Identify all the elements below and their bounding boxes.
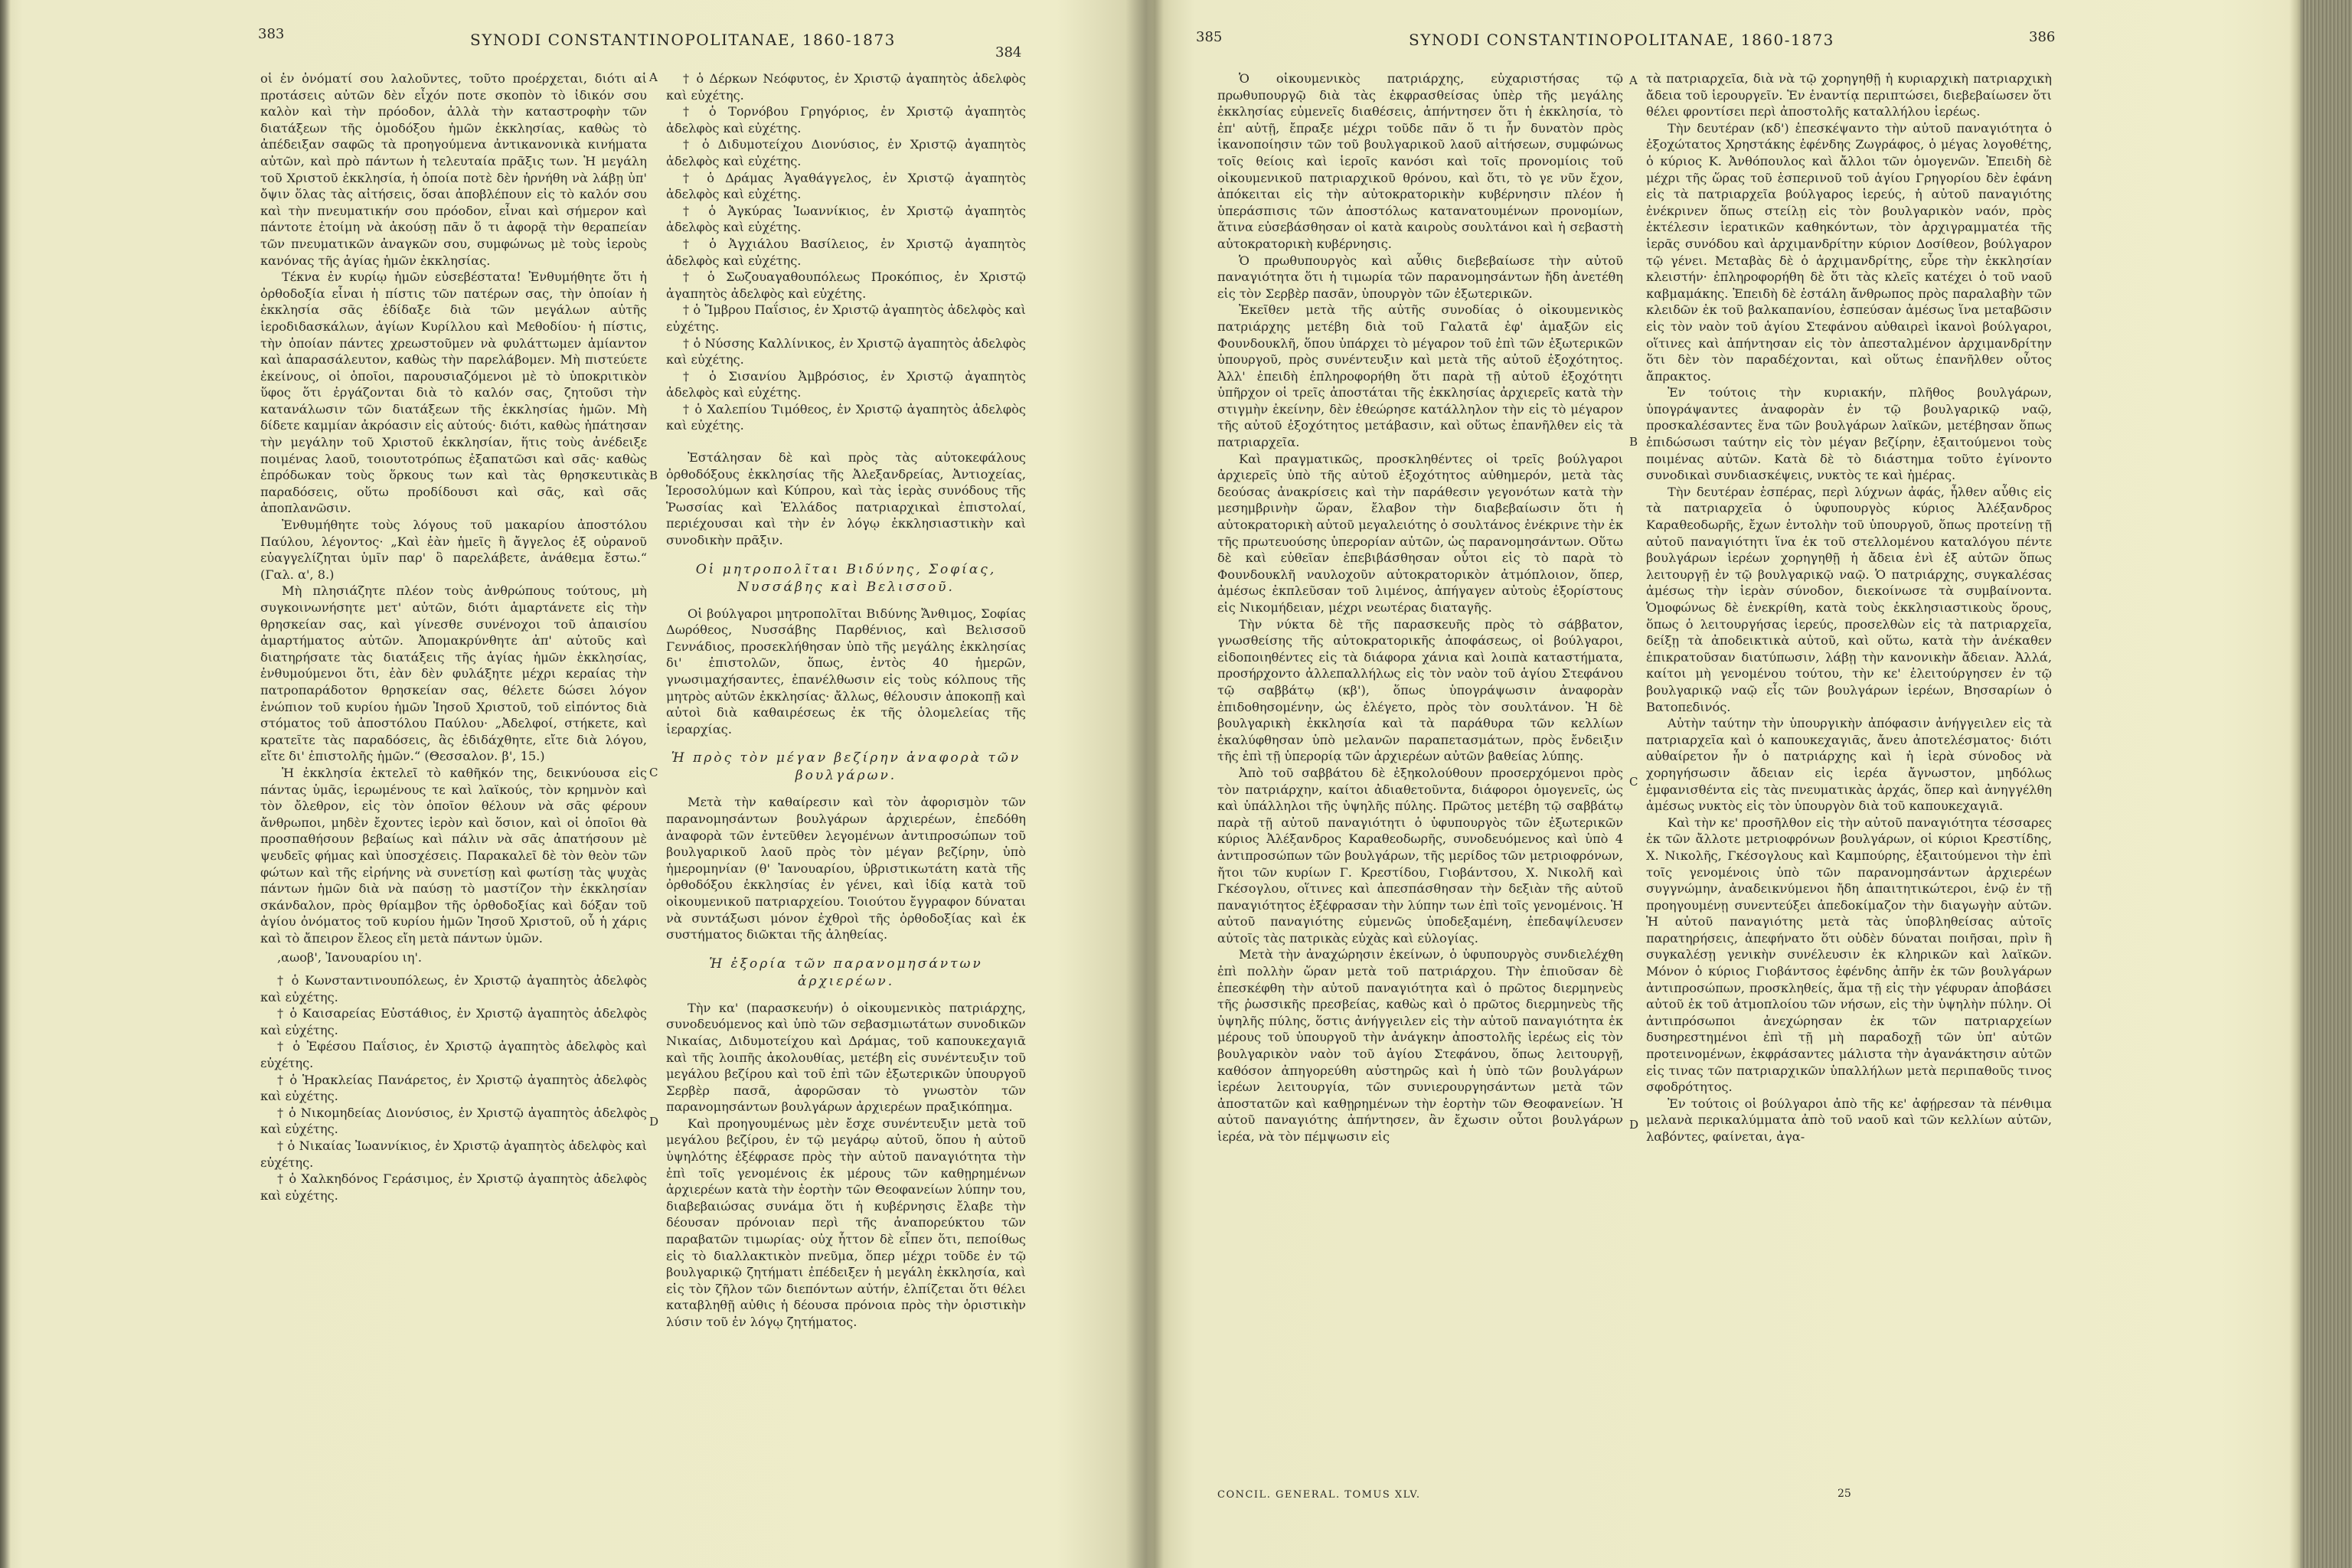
running-title-left: SYNODI CONSTANTINOPOLITANAE, 1860-1873 — [470, 31, 896, 49]
margin-mark-a-right: A — [1629, 74, 1638, 87]
paragraph: Τὴν δευτέραν (κδ') ἐπεσκέψαντο τὴν αὐτοῦ παναγιότητα ὁ ἐξοχώτατος Χρηστάκης ἐφένδης Ζωγράφος, ὁ μέγας λογοθέτης, ὁ κύριος Κ. Ἀνθόπουλος καὶ ἄλλοι τῶν ὁμογενῶν. Ἐπειδὴ δὲ μέχρι τῆς ὥρας τοῦ ἑσπερινοῦ τοῦ ἁγίου Γρηγορίου δὲν ἐφάνη εἰς τὰ πατριαρχεῖα βούλγαρος ἱερεύς, ἡ αὐτοῦ παναγιότης ἐνέκρινεν ὅπως στείλῃ εἰς τὸν βουλγαρικὸν ναόν, πρὸς ἐκτέλεσιν ἱερατικῶν καθηκόντων, τὸν ἀρχιγραμματέα τῆς ἱερᾶς συνόδου καὶ ἀρχιμανδρίτην κύριον Δοσίθεον, βούλγαρον τῷ γένει. Μεταβὰς δὲ ὁ ἀρχιμανδρίτης, εὗρε τὴν ἐκκλησίαν κλειστήν· ἐπληροφορήθη δὲ ὅτι τὰς κλεῖς κατέχει ὁ τοῦ ναοῦ καβμαμάκης. Ἐπειδὴ δὲ ἐστάλη ἄνθρωπος πρὸς παραλαβὴν τῶν κλειδῶν ἐκ τοῦ βαλκαπανίου, ἐσπεύσαν ἀμέσως ἵνα μεταβῶσιν εἰς τὸν ναὸν τοῦ ἁγίου Στεφάνου αὐθαιρεὶ ἱκανοὶ βούλγαροι, οἵτινες καὶ ἀπήντησαν εἰς τὸν ἀπεσταλμένον ἀρχιμανδρίτην ὅτι δὲν τὸν παραδέχονται, καὶ οὕτως ἐπανῆλθεν οὗτος ἄπρακτος. — [1646, 120, 2052, 384]
paragraph: Ἀπὸ τοῦ σαββάτου δὲ ἐξηκολούθουν προσερχόμενοι πρὸς τὸν πατριάρχην, καίτοι ἀδιαθετοῦντα, διάφοροι ὁμογενεῖς, ὡς καὶ ὑπάλληλοι τῆς ὑψηλῆς πύλης. Πρῶτος μετέβη τῷ σαββάτῳ παρὰ τῇ αὐτοῦ παναγιότητι ὁ ὑφυπουργὸς τῶν ἐξωτερικῶν κύριος Ἀλέξανδρος Καραθεοδωρῆς, συνοδευόμενος καὶ ὑπὸ 4 ἀντιπροσώπων τῶν βουλγάρων, τῆς μερίδος τῶν μετριοφρόνων, ἤτοι τῶν κυρίων Γ. Κρεστίδου, Γιοβάντσου, Χ. Νικολῆ καὶ Γκέσογλου, οἵτινες καὶ ἀπεσπάσθησαν τὴν δεξιὰν τῆς αὐτοῦ παναγιότητος ἐξέφρασαν τὴν λύπην των ἐπὶ τοῖς γενομένοις. Ἡ αὐτοῦ παναγιότης εὐμενῶς ὑποδεξαμένη, ἐπεδαψίλευσεν αὐτοῖς τὰς πατρικὰς εὐχὰς καὶ εὐλογίας. — [1217, 765, 1623, 946]
signature-line: † ὁ Σωζουαγαθουπόλεως Προκόπιος, ἐν Χριστῷ ἀγαπητὸς ἀδελφὸς καὶ εὐχέτης. — [666, 270, 1026, 301]
paragraph: Τὴν δευτέραν ἑσπέρας, περὶ λύχνων ἀφάς, ἦλθεν αὖθις εἰς τὰ πατριαρχεῖα ὁ ὑφυπουργὸς κύριος Ἀλέξανδρος Καραθεοδωρῆς, ἔχων ἐντολὴν τοῦ ὑπουργοῦ, ὅπως προτείνῃ τῇ αὐτοῦ παναγιότητι ἵνα ἐκ τοῦ στελλομένου καταλόγου πέντε βουλγάρων ἱερέων χορηγηθῇ ἡ ἄδεια ἑνὶ ἐξ αὐτῶν ὅπως λειτουργῇ ἐν τῷ βουλγαρικῷ ναῷ. Ὁ πατριάρχης, συγκαλέσας ἀμέσως τὴν ἱερὰν σύνοδον, διεκοίνωσε τὰ συμβαίνοντα. Ὁμοφώνως δὲ ἐνεκρίθη, κατὰ τοὺς ἐκκλησιαστικοὺς ὅρους, ὅπως ὁ λειτουργήσας ἱερεύς, προσελθὼν εἰς τὰ πατριαρχεῖα, δείξῃ τὰ ἀποδεικτικὰ αὐτοῦ, καὶ οὕτω, κατὰ τὴν ἀνέκαθεν ἐπικρατοῦσαν διατύπωσιν, λάβῃ τὴν κανονικὴν ἄδειαν. Ἀλλά, καίτοι μὴ γενομένου τούτου, τὴν κε' ἐλειτούργησεν ἐν τῷ βουλγαρικῷ ναῷ εἷς τῶν βουλγάρων ἱερέων, Βησσαρίων ὁ Βατοπεδινός. — [1646, 484, 2052, 714]
margin-mark-c-left: C — [649, 766, 658, 779]
paragraph: Καὶ προηγουμένως μὲν ἔσχε συνέντευξιν μετὰ τοῦ μεγάλου βεζίρου, ἐν τῷ μεγάρῳ αὐτοῦ, ὅπου ἡ αὐτοῦ ὑψηλότης ἐξέφρασε πρὸς τὴν αὐτοῦ παναγιότητα τὴν ἐπὶ τοῖς γενομένοις ἐκ μέρους τῶν καθῃρημένων ἀρχιερέων κατὰ τὴν ἑορτὴν τῶν Θεοφανείων λύπην του, διαβεβαιώσας συνάμα ὅτι ἡ κυβέρνησις ἔλαβε τὴν δέουσαν πρόνοιαν περὶ τῆς ἀναπορεύκτου τῶν παραβατῶν τιμωρίας· οὐχ ἧττον δὲ εἶπεν ὅτι, πεποίθως εἰς τὸ διαλλακτικὸν πνεῦμα, ὅπερ μέχρι τοῦδε ἐν τῷ βουλγαρικῷ ζητήματι ἐπέδειξεν ἡ μεγάλη ἐκκλησία, καὶ εἰς τὸν ζῆλον τῶν διεπόντων αὐτήν, ἐλπίζεται ὅτι θέλει καταβληθῇ αὐθις ἡ δέουσα πρόνοια πρὸς τὴν ὁριστικὴν λύσιν τοῦ ἐν λόγῳ ζητήματος. — [666, 1116, 1026, 1329]
page-edges — [2301, 0, 2352, 1568]
right-page — [1156, 0, 2305, 1568]
signature-line: † ὁ Ἐφέσου Παΐσιος, ἐν Χριστῷ ἀγαπητὸς ἀδελφὸς καὶ εὐχέτης. — [260, 1039, 647, 1071]
signature-line: † ὁ Νικομηδείας Διονύσιος, ἐν Χριστῷ ἀγαπητὸς ἀδελφὸς καὶ εὐχέτης. — [260, 1105, 647, 1137]
signature-line: † ὁ Δέρκων Νεόφυτος, ἐν Χριστῷ ἀγαπητὸς ἀδελφὸς καὶ εὐχέτης. — [666, 71, 1026, 103]
margin-mark-d-left: D — [649, 1115, 659, 1129]
paragraph: Ἐστάλησαν δὲ καὶ πρὸς τὰς αὐτοκεφάλους ὀρθοδόξους ἐκκλησίας τῆς Ἀλεξανδρείας, Ἀντιοχείας, Ἱεροσολύμων καὶ Κύπρου, καὶ τὰς ἱερὰς συνόδους τῆς Ῥωσσίας καὶ Ἑλλάδος πατριαρχικαὶ ἐπιστολαί, περιέχουσαι καὶ τὴν ἐν λόγῳ ἐκκλησιαστικὴν καὶ συνοδικὴν πρᾶξιν. — [666, 450, 1026, 548]
paragraph: Αὐτὴν ταύτην τὴν ὑπουργικὴν ἀπόφασιν ἀνήγγειλεν εἰς τὰ πατριαρχεῖα καὶ ὁ καπουκεχαγιᾶς, ἄνευ ἀποτελέσματος· διότι αὐθαίρετον ἦν ὁ πατριάρχης καὶ ἡ ἱερὰ σύνοδος νὰ χορηγήσωσιν ἄδειαν εἰς ἱερέα ἄγνωστον, μηδόλως ἐμφανισθέντα εἰς τὰς πνευματικὰς ἀρχάς, ὅπερ καὶ ἀνηγγέλθη ἀμέσως νυκτὸς εἰς τὸν ὑπουργὸν διὰ τοῦ καπουκεχαγιᾶ. — [1646, 716, 2052, 814]
page-number-385: 385 — [1196, 29, 1223, 45]
paragraph: οἱ ἐν ὀνόματί σου λαλοῦντες, τοῦτο προέρχεται, διότι αἱ προτάσεις αὐτῶν δὲν εἶχόν ποτε σκοπὸν τὸ ἰδικόν σου καλὸν καὶ τὴν πρόοδον, ἀλλὰ τὴν καταστροφὴν τῶν διατάξεων τῆς ὁμοδόξου ἡμῶν ἐκκλησίας, καθὼς τὸ ἀπέδειξαν σαφῶς τὰ προηγούμενα ἀντικανονικὰ κινήματα αὐτῶν, καὶ πρὸ πάντων ἡ τελευταία πρᾶξις των. Ἡ μεγάλη τοῦ Χριστοῦ ἐκκλησία, ἡ ὁποία ποτὲ δὲν ἠρνήθη νὰ λάβῃ ὑπ' ὄψιν ὅλας τὰς αἰτήσεις, ὅσαι ἀποβλέπουν εἰς τὸ καλόν σου καὶ τὴν πνευματικήν σου πρόοδον, εἶναι καὶ σήμερον καὶ πάντοτε ἑτοίμη νὰ ἀκούσῃ πᾶν ὅ τι ἀφορᾷ τὴν θεραπείαν τῶν πνευματικῶν ἀναγκῶν σου, συμφώνως μὲ τοὺς ἱεροὺς κανόνας τῆς ἁγίας ἡμῶν ἐκκλησίας. — [260, 71, 647, 268]
margin-mark-a-left: A — [649, 70, 658, 84]
signature-line: † ὁ Ἀγκύρας Ἰωαννίκιος, ἐν Χριστῷ ἀγαπητὸς ἀδελφὸς καὶ εὐχέτης. — [666, 203, 1026, 235]
right-page-column-1 — [1217, 70, 1623, 1479]
left-page-column-2 — [666, 70, 1026, 1525]
right-page-column-2 — [1646, 70, 2052, 1525]
page-number-384: 384 — [995, 44, 1022, 60]
paragraph: Καὶ τὴν κε' προσῆλθον εἰς τὴν αὐτοῦ παναγιότητα τέσσαρες ἐκ τῶν ἄλλοτε μετριοφρόνων βουλγάρων, οἱ κύριοι Κρεστίδης, Χ. Νικολῆς, Γκέσογλους καὶ Καμπούρης, ἐξαιτούμενοι τὴν ἐπὶ τοῖς γενομένοις ὑπὸ τῶν παρανομησάντων ἀρχιερέων συγγνώμην, ἀναδεικνύμενοι ἤδη ἀπαιτητικώτεροι, ἐνῷ ἐν τῇ προηγουμένῃ συνεντεύξει ἀπεδοκίμαζον τὴν διαγωγὴν αὐτῶν. Ἡ αὐτοῦ παναγιότης μετὰ τὰς ὑποβληθείσας αὐτοῖς παρατηρήσεις, ἀπεφήνατο ὅτι οὐδὲν δύναται ποιῆσαι, πρὶν ἢ συγκαλέσῃ γενικὴν συνέλευσιν ἐκ κληρικῶν καὶ λαϊκῶν. Μόνον ὁ κύριος Γιοβάντσος ἐφένδης ἀπῆν ἐκ τῶν βουλγάρων ἀντιπροσώπων, προσκληθείς, ἅμα τῇ εἰς τὴν γέφυραν ἀποβάσει αὐτοῦ ἐκ τοῦ ἀτμοπλοίου τῶν νήσων, εἰς τὴν ὑψηλὴν πύλην. Οἱ ἀντιπρόσωποι ἀνεχώρησαν ἐκ τῶν πατριαρχείων δυσηρεστημένοι ἐπὶ τῇ μὴ παραδοχῇ τῶν ὑπ' αὐτῶν προτεινομένων, ἐκφράσαντες μάλιστα τὴν ἀγανάκτησιν αὐτῶν εἰς τινας τῶν πατριαρχικῶν ὑπαλλήλων μετὰ περιπαθοῦς τινος σφοδρότητος. — [1646, 815, 2052, 1095]
paragraph: Οἱ βούλγαροι μητροπολῖται Βιδύνης Ἄνθιμος, Σοφίας Δωρόθεος, Νυσσάβης Παρθένιος, καὶ Βελισσοῦ Γεννάδιος, προσεκλήθησαν ὑπὸ τῆς μεγάλης ἐκκλησίας δι' ἐπιστολῶν, ὅπως, ἐντὸς 40 ἡμερῶν, γνωσιμαχήσαντες, ἐπανέλθωσιν εἰς τοὺς κόλπους τῆς μητρὸς αὐτῶν ἐκκλησίας· ἄλλως, θέλουσιν ἀποκοπῇ καὶ αὐτοὶ διὰ καθαιρέσεως ἐκ τῆς ὁλομελείας τῆς ἱεραρχίας. — [666, 606, 1026, 737]
signature-line: † ὁ Διδυμοτείχου Διονύσιος, ἐν Χριστῷ ἀγαπητὸς ἀδελφὸς καὶ εὐχέτης. — [666, 137, 1026, 168]
page-number-386: 386 — [2029, 29, 2056, 45]
signature-line: † ὁ Ἡρακλείας Πανάρετος, ἐν Χριστῷ ἀγαπητὸς ἀδελφὸς καὶ εὐχέτης. — [260, 1072, 647, 1104]
running-title-right: SYNODI CONSTANTINOPOLITANAE, 1860-1873 — [1409, 31, 1834, 49]
signature-line: † ὁ Σισανίου Ἀμβρόσιος, ἐν Χριστῷ ἀγαπητὸς ἀδελφὸς καὶ εὐχέτης. — [666, 368, 1026, 400]
paragraph: Ἡ ἐκκλησία ἐκτελεῖ τὸ καθῆκόν της, δεικνύουσα εἰς πάντας ὑμᾶς, ἱερωμένους τε καὶ λαϊκούς, τὸν κρημνὸν καὶ τὸν ὄλεθρον, εἰς τὸν ὁποῖον θέλουν νὰ σᾶς φέρουν ἄνθρωποι, μηδὲν ἔχοντες ἱερὸν καὶ ὅσιον, καὶ οἱ ὁποῖοι θὰ προσπαθήσουν βεβαίως καὶ πάλιν νὰ σᾶς ἀπατήσουν μὲ ψευδεῖς φήμας καὶ ὑποσχέσεις. Παρακαλεῖ δὲ τὸν θεὸν τῶν φώτων καὶ τῆς εἰρήνης νὰ συνετίσῃ καὶ φωτίσῃ τὰς ψυχὰς πάντων ἡμῶν διὰ νὰ παύσῃ τὸ μαστίζον τὴν ἐκκλησίαν σκάνδαλον, πρὸς θρίαμβον τῆς ὀρθοδοξίας καὶ δόξαν τοῦ ἁγίου ὀνόματος τοῦ κυρίου ἡμῶν Ἰησοῦ Χριστοῦ, οὗ ἡ χάρις καὶ τὸ ἄπειρον ἔλεος εἴη μετὰ πάντων ὑμῶν. — [260, 765, 647, 946]
paragraph: Ἐν τούτοις οἱ βούλγαροι ἀπὸ τῆς κε' ἀφῄρεσαν τὰ πένθιμα μελανὰ περικαλύμματα ἀπὸ τοῦ ναοῦ καὶ τῶν κελλίων αὐτῶν, λαβόντες, φαίνεται, ἀγα- — [1646, 1096, 2052, 1144]
signature-line: † ὁ Χαλκηδόνος Γεράσιμος, ἐν Χριστῷ ἀγαπητὸς ἀδελφὸς καὶ εὐχέτης. — [260, 1171, 647, 1203]
margin-mark-d-right: D — [1629, 1118, 1639, 1132]
paragraph: τὰ πατριαρχεῖα, διὰ νὰ τῷ χορηγηθῇ ἡ κυριαρχικὴ πατριαρχικὴ ἄδεια τοῦ ἱερουργεῖν. Ἐν ἐναντίᾳ περιπτώσει, διεβεβαίωσεν ὅτι θέλει φροντίσει περὶ ἀποστολῆς καταλλήλου ἱερέως. — [1646, 71, 2052, 119]
margin-mark-b-left: B — [649, 469, 658, 482]
signature-line: † ὁ Ἴμβρου Παΐσιος, ἐν Χριστῷ ἀγαπητὸς ἀδελφὸς καὶ εὐχέτης. — [666, 302, 1026, 334]
section-heading: Ἡ ἐξορία τῶν παρανομησάντων ἀρχιερέων. — [709, 956, 983, 989]
section-heading: Οἱ μητροπολῖται Βιδύνης, Σοφίας, Νυσσάβης καὶ Βελισσοῦ. — [695, 561, 997, 595]
gutter-shadow — [1125, 0, 1171, 1568]
date-line: ,αωοβ', Ἰανουαρίου ιη'. — [277, 950, 423, 965]
signature-line: † ὁ Νύσσης Καλλίνικος, ἐν Χριστῷ ἀγαπητὸς ἀδελφὸς καὶ εὐχέτης. — [666, 335, 1026, 368]
margin-mark-b-right: B — [1629, 435, 1638, 449]
signature-line: † ὁ Καισαρείας Εὐστάθιος, ἐν Χριστῷ ἀγαπητὸς ἀδελφὸς καὶ εὐχέτης. — [260, 1006, 647, 1037]
paragraph: Μετὰ τὴν ἀναχώρησιν ἐκείνων, ὁ ὑφυπουργὸς συνδιελέχθη ἐπὶ πολλὴν ὥραν μετὰ τοῦ πατριάρχου. Τὴν ἐπιοῦσαν δὲ ἐπεσκέφθη τὴν αὐτοῦ παναγιότητα καὶ ὁ πρῶτος διερμηνεὺς τῆς ῥωσσικῆς πρεσβείας, καθὼς καὶ ὁ πρῶτος διερμηνεὺς τῆς ὑψηλῆς πύλης, ὅστις ἀνήγγειλεν εἰς τὴν αὐτοῦ παναγιότητα ἐκ μέρους τοῦ ὑπουργοῦ τὴν ἀνάγκην ἀποστολῆς ἱερέως εἰς τὸν βουλγαρικὸν ναὸν τοῦ ἁγίου Στεφάνου, ὅπως λειτουργῇ, καθόσον ἀπηγορεύθη αὐστηρῶς καὶ ἡ ὑπὸ τῶν βουλγάρων ἱερέων λειτουργία, τῶν συνιερουργησάντων μετὰ τῶν ἀποστατῶν καὶ καθῃρημένων τὴν ἑορτὴν τῶν Θεοφανείων. Ἡ αὐτοῦ παναγιότης ἀπήντησεν, ἂν ἔχωσιν οὗτοι βουλγάρων ἱερέα, νὰ τὸν πέμψωσιν εἰς — [1217, 947, 1623, 1144]
paragraph: Τὴν νύκτα δὲ τῆς παρασκευῆς πρὸς τὸ σάββατον, γνωσθείσης τῆς αὐτοκρατορικῆς ἀποφάσεως, οἱ βούλγαροι, εἰδοποιηθέντες εἰς τὰ διάφορα χάνια καὶ λοιπὰ καταστήματα, προσήρχοντο ἀλλεπαλλήλως εἰς τὸν ναὸν τοῦ ἁγίου Στεφάνου τῷ σαββάτῳ (κβ'), ὅπως ὑπογράψωσιν ἀναφορὰν ἐπιδοθησομένην, ὡς ἐλέγετο, πρὸς τὸν σουλτάνον. Ἡ δὲ βουλγαρικὴ ἐκκλησία καὶ τὰ παράθυρα τῶν κελλίων ἐκαλύφθησαν ὑπὸ μελανῶν παραπετασμάτων, πρὸς ἔνδειξιν τῆς ἐπὶ τῇ ὑπερορίᾳ τῶν ἀρχιερέων αὐτῶν βαθείας λύπης. — [1217, 616, 1623, 764]
paragraph: Ἐκεῖθεν μετὰ τῆς αὐτῆς συνοδίας ὁ οἰκουμενικὸς πατριάρχης μετέβη διὰ τοῦ Γαλατᾶ ἐφ' ἁμαξῶν εἰς Φουνδουκλῆ, ὅπου ὑπάρχει τὸ μέγαρον τοῦ ἐπὶ τῶν ἐξωτερικῶν ὑπουργοῦ, πρὸς συνέντευξιν καὶ μετὰ τῆς αὐτοῦ ἐξοχότητος. Ἀλλ' ἐπειδὴ ἐπληροφορήθη ὅτι παρὰ τῇ αὐτοῦ ἐξοχότητι ὑπῆρχον οἱ τρεῖς ἀποστάται τῆς ἐκκλησίας ἀρχιερεῖς κατὰ τὴν στιγμὴν ἐκείνην, δὲν ἐθεώρησε κατάλληλον τὴν εἰς τὸ μέγαρον τῆς αὐτοῦ ἐξοχότητος μετάβασιν, καὶ οὕτως ἐπανῆλθεν εἰς τὰ πατριαρχεῖα. — [1217, 302, 1623, 450]
paragraph: Μετὰ τὴν καθαίρεσιν καὶ τὸν ἀφορισμὸν τῶν παρανομησάντων βουλγάρων ἀρχιερέων, ἐπεδόθη ἀναφορὰ τῶν ἐντεῦθεν λεγομένων ἀντιπροσώπων τοῦ βουλγαρικοῦ λαοῦ πρὸς τὸν μέγαν βεζίρην, ὑπὸ ἡμερομηνίαν (θ' Ἰανουαρίου, ὑβριστικωτάτη κατὰ τῆς ὀρθοδόξου ἐκκλησίας ἐν γένει, καὶ ἰδίᾳ κατὰ τοῦ οἰκουμενικοῦ πατριαρχείου. Τοιούτου ἔγγραφον δύναται νὰ συντάξωσι μόνον ἐχθροὶ τῆς ὀρθοδοξίας καὶ ἐκ συστήματος διῶκται τῆς ἀληθείας. — [666, 795, 1026, 942]
signature-line: † ὁ Χαλεπίου Τιμόθεος, ἐν Χριστῷ ἀγαπητὸς ἀδελφὸς καὶ εὐχέτης. — [666, 401, 1026, 433]
paragraph: Τέκνα ἐν κυρίῳ ἡμῶν εὐσεβέστατα! Ἐνθυμήθητε ὅτι ἡ ὀρθοδοξία εἶναι ἡ πίστις τῶν πατέρων σας, τὴν ὁποίαν ἡ ἐκκλησία σᾶς ἐδίδαξε διὰ τῶν μεγάλων αὐτῆς ἱεροδιδασκάλων, ἁγίων Κυρίλλου καὶ Μεθοδίου· ἡ πίστις, τὴν ὁποίαν πάντες χρεωστοῦμεν νὰ φυλάττωμεν ἀμίαντον καὶ ἀπαρασάλευτον, καθὼς τὴν παρελάβομεν. Μὴ πιστεύετε ἐκείνους, οἱ ὁποῖοι, παρουσιαζόμενοι μὲ τὸ ὑποκριτικὸν ὕφος ὅτι ἐργάζονται διὰ τὸ καλόν σας, ζητοῦσι τὴν κατανάλωσιν τῶν διατάξεων τῆς ἐκκλησίας ἡμῶν. Μὴ δίδετε καμμίαν ἀκρόασιν εἰς αὐτούς· διότι, καθὼς ἠπάτησαν τὴν μεγάλην τοῦ Χριστοῦ ἐκκλησίαν, ἥτις τοὺς ἀνέδειξε ποιμένας λαοῦ, τοιουτοτρόπως ἐξαπατῶσι καὶ σᾶς· καθὼς ἐπρόδωκαν τοὺς ὅρκους των καὶ τὰς θρησκευτικὰς παραδόσεις, οὕτω προδίδουσι καὶ σᾶς, καὶ σᾶς ἀποπλανῶσιν. — [260, 270, 647, 516]
signature-line: † ὁ Κωνσταντινουπόλεως, ἐν Χριστῷ ἀγαπητὸς ἀδελφὸς καὶ εὐχέτης. — [260, 973, 647, 1004]
margin-mark-c-right: C — [1629, 775, 1638, 789]
signature-line: † ὁ Νικαίας Ἰωαννίκιος, ἐν Χριστῷ ἀγαπητὸς ἀδελφὸς καὶ εὐχέτης. — [260, 1138, 647, 1170]
signature-line: † ὁ Τορνόβου Γρηγόριος, ἐν Χριστῷ ἀγαπητὸς ἀδελφὸς καὶ εὐχέτης. — [666, 104, 1026, 136]
signature-line: † ὁ Δράμας Ἀγαθάγγελος, ἐν Χριστῷ ἀγαπητὸς ἀδελφὸς καὶ εὐχέτης. — [666, 170, 1026, 202]
paragraph: Μὴ πλησιάζητε πλέον τοὺς ἀνθρώπους τούτους, μὴ συγκοινωνήσητε μετ' αὐτῶν, διότι ἁμαρτάνετε εἰς τὴν θρησκείαν σας, καὶ γίνεσθε συνένοχοι τοῦ ἀπαισίου ἁμαρτήματος αὐτῶν. Ἀπομακρύνθητε ἀπ' αὐτοῦς καὶ διατηρήσατε τὰς διατάξεις τῆς ἁγίας ἡμῶν ἐκκλησίας, ἐνθυμούμενοι ὅτι, ἐὰν δὲν φυλάξητε μέχρι κεραίας τὴν πατροπαράδοτον θρησκείαν σας, θέλετε δώσει λόγον ἐνώπιον τοῦ κυρίου ἡμῶν Ἰησοῦ Χριστοῦ, τοῦ εἰπόντος διὰ στόματος τοῦ ἀποστόλου Παύλου· „Ἀδελφοί, στήκετε, καὶ κρατεῖτε τὰς παραδόσεις, ἃς ἐδιδάχθητε, εἴτε διὰ λόγου, εἴτε δι' ἐπιστολῆς ἡμῶν.“ (Θεσσαλον. β', 15.) — [260, 583, 647, 764]
paragraph: Ὁ οἰκουμενικὸς πατριάρχης, εὐχαριστήσας τῷ πρωθυπουργῷ διὰ τὰς ἐκφρασθείσας ὑπὲρ τῆς μεγάλης ἐκκλησίας εὐμενεῖς διαθέσεις, ἀπήντησεν ὅτι ἡ ἐκκλησία, τὸ ἐπ' αὐτῇ, ἔπραξε μέχρι τοῦδε πᾶν ὅ τι ἦν δυνατὸν πρὸς ἱκανοποίησιν τῶν τοῦ βουλγαρικοῦ λαοῦ αἰτήσεων, συμφώνως τοῖς θείοις καὶ ἱεροῖς κανόσι καὶ τοῖς προνομίοις τοῦ οἰκουμενικοῦ πατριαρχικοῦ θρόνου, καὶ ὅτι, τὸ γε νῦν ἔχον, ἀπόκειται εἰς τὴν αὐτοκρατορικὴν κυβέρνησιν πλέον ἡ ὑπεράσπισις τῶν ἀποστόλως κατανατουμένων προνομίων, ἅτινα εὐσεβάσθησαν οἱ κατὰ καιροὺς σουλτάνοι καὶ ἡ σεβαστὴ αὐτοκρατορικὴ κυβέρνησις. — [1217, 71, 1623, 251]
left-page — [0, 0, 1145, 1568]
page-number-383: 383 — [258, 26, 285, 42]
footer-volume: CONCIL. GENERAL. TOMUS XLV. — [1217, 1489, 1421, 1501]
section-heading: Ἡ πρὸς τὸν μέγαν βεζίρην ἀναφορὰ τῶν βουλγάρων. — [671, 750, 1021, 784]
spacer — [666, 434, 1026, 449]
paragraph: Ὁ πρωθυπουργὸς καὶ αὖθις διεβεβαίωσε τὴν αὐτοῦ παναγιότητα ὅτι ἡ τιμωρία τῶν παρανομησάντων ἤδη ἀνετέθη εἰς τὸν Σερβὲρ πασᾶν, ὑπουργὸν τῶν ἐξωτερικῶν. — [1217, 253, 1623, 301]
paragraph: Ἐν τούτοις τὴν κυριακήν, πλῆθος βουλγάρων, ὑπογράψαντες ἀναφορὰν ἐν τῷ βουλγαρικῷ ναῷ, προσκαλέσαντες ἕνα τῶν βουλγάρων λαϊκῶν, μετέβησαν ὅπως ἐπιδώσωσι ταύτην εἰς τὸν μέγαν βεζίρην, ἐξαιτούμενοι τοὺς ποιμένας αὐτῶν. Κατὰ δὲ τὸ διάστημα τοῦτο ἐγίνοντο συνοδικαὶ συνδιασκέψεις, νυκτὸς τε καὶ ἡμέρας. — [1646, 385, 2052, 483]
paragraph: Τὴν κα' (παρασκευήν) ὁ οἰκουμενικὸς πατριάρχης, συνοδευόμενος καὶ ὑπὸ τῶν σεβασμιωτάτων συνοδικῶν Νικαίας, Διδυμοτείχου καὶ Δράμας, τοῦ καπουκεχαγιᾶ καὶ τῆς λοιπῆς ἀκολουθίας, μετέβη εἰς συνέντευξιν τοῦ μεγάλου βεζίρου καὶ τοῦ ἐπὶ τῶν ἐξωτερικῶν ὑπουργοῦ Σερβὲρ πασᾶ, ἀφορῶσαν τὸ γνωστὸν τῶν παρανομησάντων βουλγάρων ἀρχιερέων πραξικόπημα. — [666, 1000, 1026, 1115]
paragraph: Ἐνθυμήθητε τοὺς λόγους τοῦ μακαρίου ἀποστόλου Παύλου, λέγοντος· „Καὶ ἐὰν ἡμεῖς ἢ ἄγγελος ἐξ οὐρανοῦ εὐαγγελίζηται ὑμῖν παρ' ὃ παρελάβετε, ἀνάθεμα ἔστω.“ (Γαλ. α', 8.) — [260, 518, 647, 582]
left-page-column-1 — [260, 70, 647, 1525]
paragraph: Καὶ πραγματικῶς, προσκληθέντες οἱ τρεῖς βούλγαροι ἀρχιερεῖς ὑπὸ τῆς αὐτοῦ ἐξοχότητος αὐθημερόν, μετὰ τὰς δεούσας ἀνακρίσεις καὶ τὴν παράθεσιν γεγονότων κατὰ τὴν μεσημβρινὴν ὥραν, ἔλαβον τὴν διαβεβαίωσιν ὅτι ἡ αὐτοκρατορικὴ αὐτοῦ μεγαλειότης ὁ σουλτάνος ἐνέκρινε τὴν ἐκ τῆς πρωτευούσης ὑπερορίαν αὐτῶν, ὡς παρανομησάντων. Οὕτω δὲ καὶ εὐθεῖαν ἐπεβιβάσθησαν οὗτοι εἰς τὸ παρὰ τὸ Φουνδουκλῆ ναυλοχοῦν αὐτοκρατορικὸν ἀτμόπλοιον, ὅπερ, ἀμέσως ἐκπλεῦσαν τοῦ λιμένος, ἀπήγαγεν αὐτοὺς ἐξορίστους εἰς Νικομήδειαν, μέχρι νεωτέρας διαταγῆς. — [1217, 451, 1623, 615]
footer-signature-number: 25 — [1838, 1488, 1851, 1500]
signature-line: † ὁ Ἀγχιάλου Βασίλειος, ἐν Χριστῷ ἀγαπητὸς ἀδελφὸς καὶ εὐχέτης. — [666, 236, 1026, 268]
